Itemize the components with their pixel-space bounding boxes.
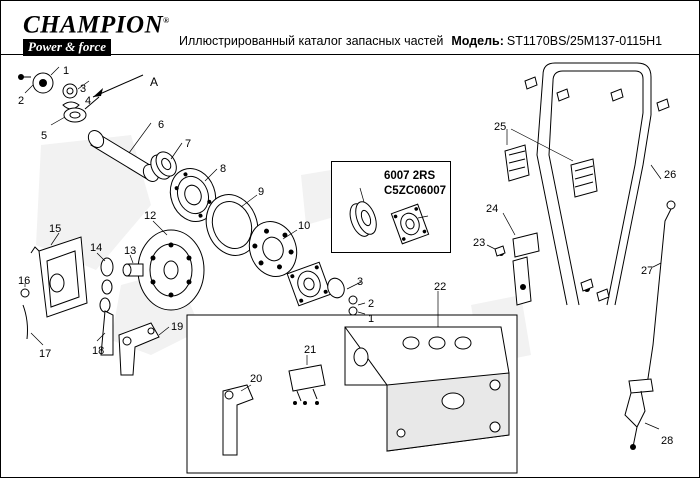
registered-trademark-icon: ® (163, 16, 170, 25)
callout-2-mid: 2 (368, 298, 375, 310)
diagram-artwork (1, 55, 699, 477)
callout-10: 10 (298, 220, 311, 232)
bearing-code-primary: 6007 2RS (384, 170, 436, 182)
callout-26: 26 (664, 169, 677, 181)
bearing-detail-box (331, 161, 451, 253)
callout-9: 9 (258, 186, 265, 198)
callout-5: 5 (41, 130, 48, 142)
callout-3-mid: 3 (357, 276, 364, 288)
logo-wordmark-text: CHAMPION (23, 11, 164, 39)
page-header (1, 1, 699, 55)
section-arrow-a (93, 75, 143, 97)
model-value: ST1170BS/25M137-0115H1 (506, 34, 663, 48)
part-group-control-rod (625, 201, 675, 450)
callout-6: 6 (158, 119, 165, 131)
callout-1-mid: 1 (368, 313, 375, 325)
callout-3-top: 3 (80, 83, 87, 95)
callout-27: 27 (641, 265, 654, 277)
callout-25: 25 (494, 121, 507, 133)
callout-8: 8 (220, 163, 227, 175)
callout-14: 14 (90, 242, 103, 254)
bearing-code-secondary: C5ZC06007 (384, 185, 447, 197)
model-label: Модель: (451, 34, 504, 48)
callout-21: 21 (304, 344, 317, 356)
part-group-bottom-panel (187, 291, 517, 473)
callout-18: 18 (92, 345, 105, 357)
callout-19: 19 (171, 321, 184, 333)
callout-1-top: 1 (63, 65, 70, 77)
callout-15: 15 (49, 223, 62, 235)
callout-2-top: 2 (18, 95, 25, 107)
logo-tagline: Power & force (23, 39, 111, 56)
callout-4: 4 (85, 95, 92, 107)
callout-28: 28 (661, 435, 674, 447)
callout-16: 16 (18, 275, 31, 287)
catalog-title-line (179, 34, 662, 48)
section-letter-a: A (150, 75, 159, 89)
callout-20: 20 (250, 373, 263, 385)
callout-22: 22 (434, 281, 447, 293)
exploded-parts-diagram (1, 55, 699, 477)
champion-logo (23, 9, 173, 55)
logo-wordmark (23, 9, 173, 37)
callout-12: 12 (144, 210, 157, 222)
callout-23: 23 (473, 237, 486, 249)
callout-13: 13 (124, 245, 137, 257)
page-title: Иллюстрированный каталог запасных частей (179, 34, 444, 48)
callout-7: 7 (185, 138, 192, 150)
callout-17: 17 (39, 348, 52, 360)
callout-24: 24 (486, 203, 499, 215)
